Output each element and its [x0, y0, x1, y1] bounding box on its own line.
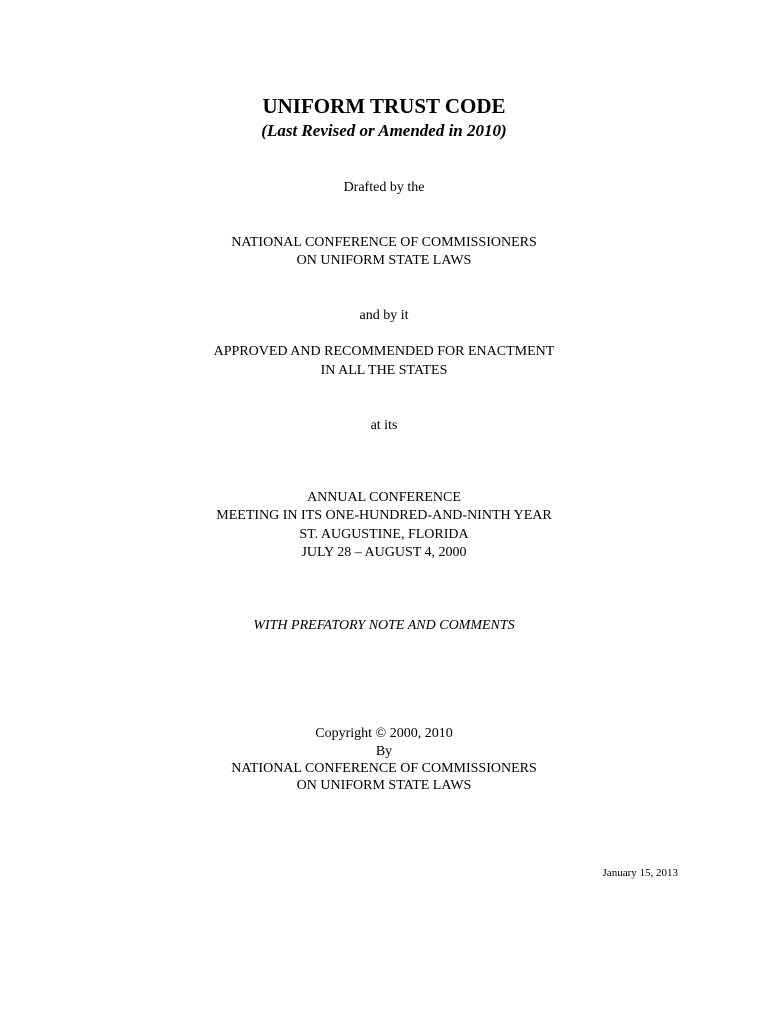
- copyright-line-3: NATIONAL CONFERENCE OF COMMISSIONERS: [231, 761, 537, 776]
- conference-line-2: MEETING IN ITS ONE-HUNDRED-AND-NINTH YEAR: [216, 508, 552, 523]
- document-date: January 15, 2013: [602, 867, 678, 879]
- at-its-text: at its: [370, 418, 398, 433]
- prefatory-note-text: WITH PREFATORY NOTE AND COMMENTS: [253, 618, 515, 633]
- copyright-line-2: By: [375, 744, 393, 759]
- approval-line-1: APPROVED AND RECOMMENDED FOR ENACTMENT: [213, 344, 555, 359]
- copyright-line-1: Copyright © 2000, 2010: [315, 726, 453, 741]
- document-title: UNIFORM TRUST CODE: [262, 94, 506, 118]
- conference-line-1: ANNUAL CONFERENCE: [307, 490, 461, 505]
- document-subtitle: (Last Revised or Amended in 2010): [261, 121, 507, 140]
- conference-line-3: ST. AUGUSTINE, FLORIDA: [299, 527, 469, 542]
- approval-line-2: IN ALL THE STATES: [320, 363, 448, 378]
- organization-line-2: ON UNIFORM STATE LAWS: [296, 253, 472, 268]
- organization-line-1: NATIONAL CONFERENCE OF COMMISSIONERS: [231, 235, 537, 250]
- and-by-it-text: and by it: [359, 308, 409, 323]
- conference-line-4: JULY 28 – AUGUST 4, 2000: [301, 545, 467, 560]
- drafted-by-text: Drafted by the: [343, 180, 425, 195]
- copyright-line-4: ON UNIFORM STATE LAWS: [296, 778, 472, 793]
